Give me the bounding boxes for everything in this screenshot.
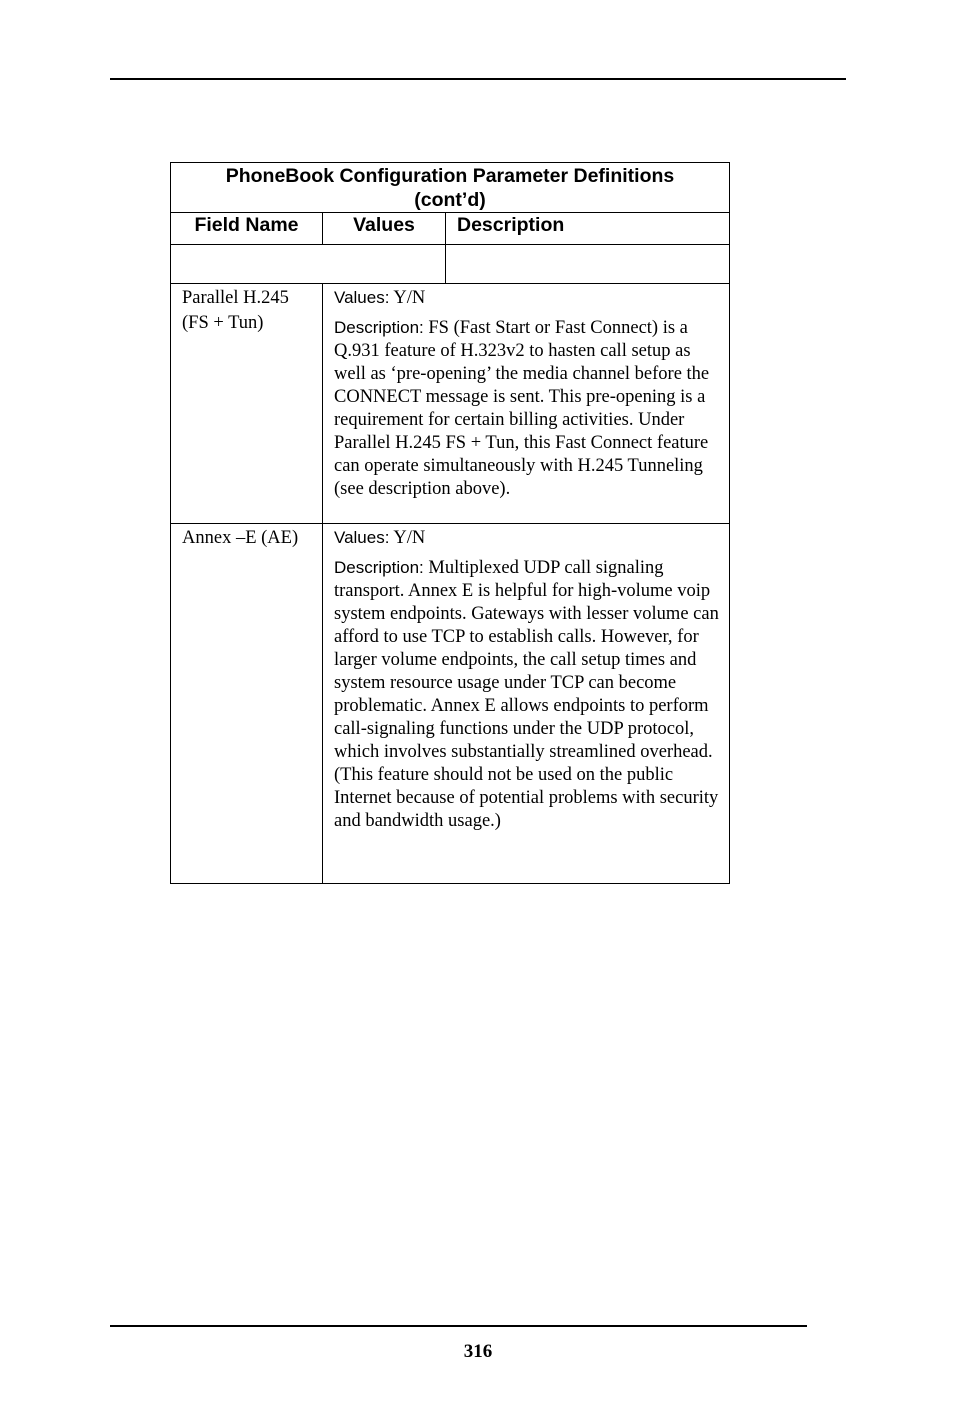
footer-rule	[110, 1325, 807, 1327]
table-row	[171, 284, 729, 524]
header-field-name: Field Name	[171, 213, 323, 244]
description-body: Multiplexed UDP call signaling transport. Annex E is helpful for high-volume voip system endpoints. Gateways with lesser volume can afford to use TCP to establish calls. However, for larger volume endpoints, the call setup times and system resource usage under TCP can become problematic. Annex E allows endpoints to perform call-signaling functions under the UDP protocol, which involves substantially streamlined overhead. (This feature should not be used on the public Internet because of potential problems with security and bandwidth usage.)	[334, 558, 719, 831]
values-label: Values:	[334, 528, 390, 547]
values-label: Values:	[334, 288, 390, 307]
values-line	[334, 286, 719, 310]
table-caption-line1: PhoneBook Configuration Parameter Definitions	[225, 165, 675, 187]
field-name-line: Parallel H.245	[182, 288, 289, 308]
description-cell	[323, 284, 729, 523]
table-caption-line2: (cont’d)	[414, 189, 486, 211]
description-text	[334, 316, 719, 501]
table-header-row	[171, 213, 729, 245]
table-caption	[171, 163, 729, 213]
parameter-table	[170, 162, 730, 884]
values-text: Y/N	[389, 288, 426, 308]
empty-cell	[171, 245, 446, 283]
page-number: 316	[463, 1341, 493, 1362]
description-body: FS (Fast Start or Fast Connect) is a Q.931 feature of H.323v2 to hasten call setup as well as ‘pre-opening’ the media channel before the CONNECT message is sent. This pre-opening is a requirement for certain billing activities. Under Parallel H.245 FS + Tun, this Fast Connect feature can operate simultaneously with H.245 Tunneling (see description above).	[334, 318, 710, 499]
field-name-line: Annex –E (AE)	[182, 528, 299, 548]
header-rule	[110, 78, 846, 80]
values-line	[334, 526, 719, 550]
description-label: Description:	[334, 558, 424, 577]
field-name-cell	[171, 524, 323, 883]
header-values: Values	[323, 213, 446, 244]
table-empty-row	[171, 245, 729, 284]
field-name-line: (FS + Tun)	[182, 313, 264, 333]
table-row	[171, 524, 729, 883]
header-description: Description	[457, 214, 565, 236]
description-cell	[323, 524, 729, 883]
field-name-cell	[171, 284, 323, 523]
description-label: Description:	[334, 318, 424, 337]
values-text: Y/N	[389, 528, 426, 548]
description-text	[334, 556, 719, 833]
